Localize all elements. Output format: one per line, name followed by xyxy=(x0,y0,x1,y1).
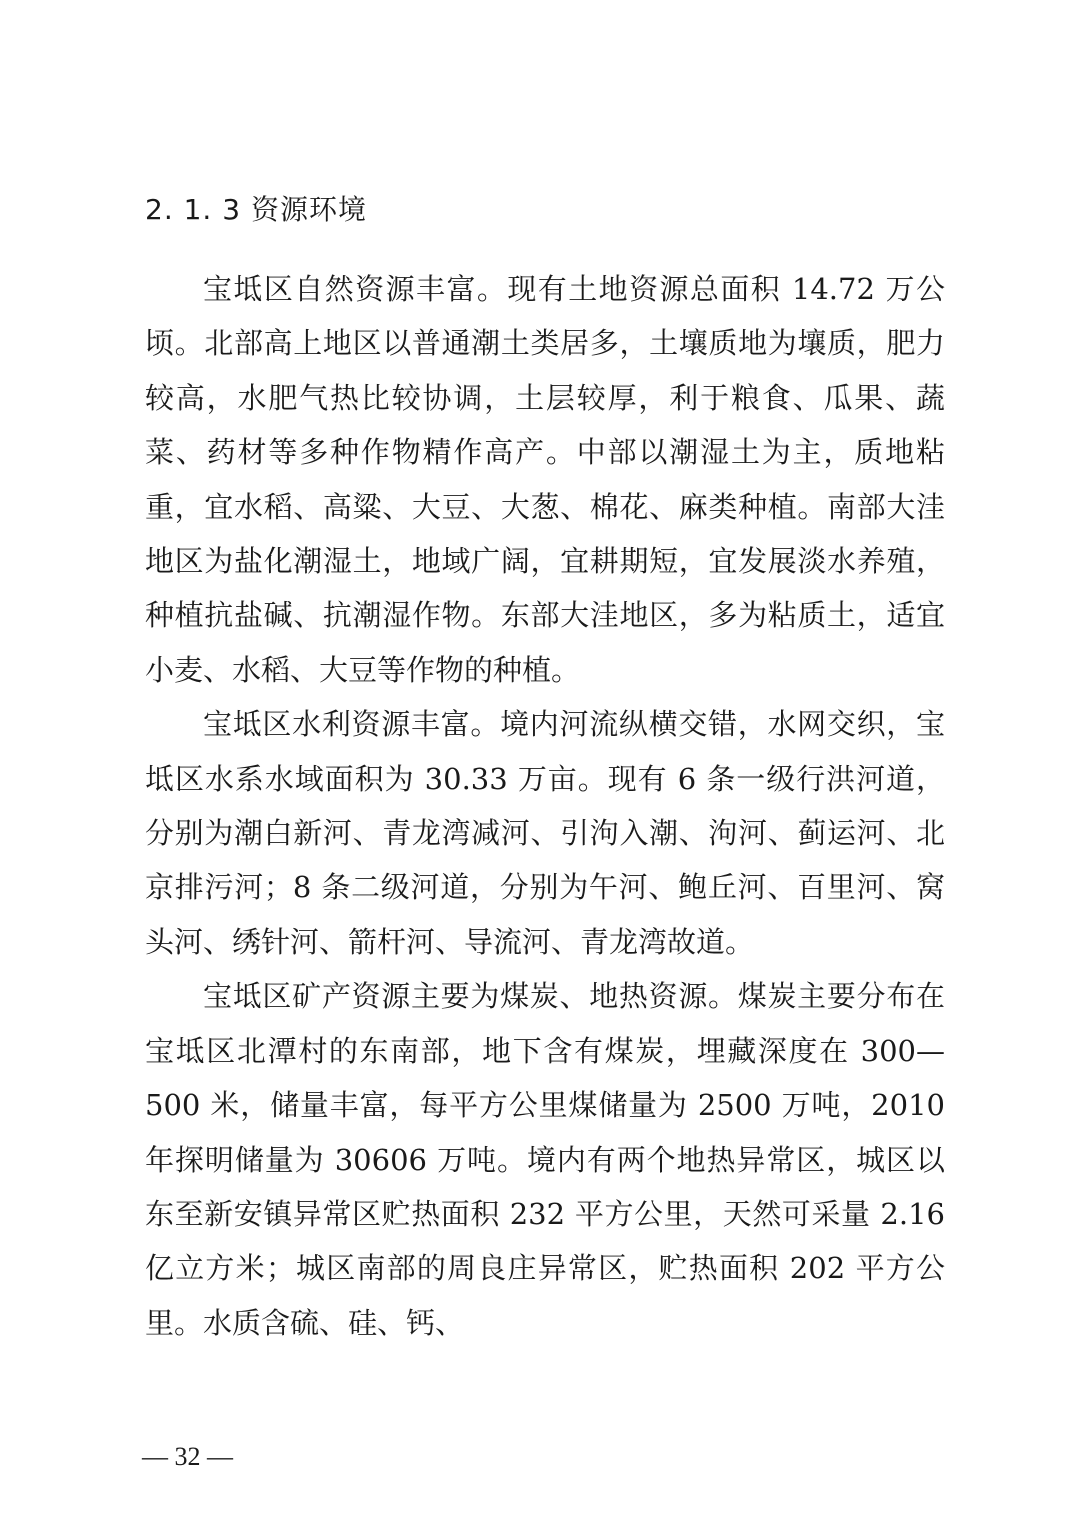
body-text xyxy=(145,262,945,1350)
paragraph-mineral-resources: 宝坻区矿产资源主要为煤炭、地热资源。煤炭主要分布在宝坻区北潭村的东南部，地下含有煤炭，埋藏深度在 300—500 米，储量丰富，每平方公里煤储量为 2500 万吨，2010 年探明储量为 30606 万吨。境内有两个地热异常区，城区以东至新安镇异常区贮热面积 232 平方公里，天然可采量 2.16 亿立方米；城区南部的周良庄异常区，贮热面积 202 平方公里。水质含硫、硅、钙、 xyxy=(145,979,945,1340)
page-number: — 32 — xyxy=(142,1442,233,1471)
paragraph-water-resources: 宝坻区水利资源丰富。境内河流纵横交错，水网交织，宝坻区水系水域面积为 30.33 万亩。现有 6 条一级行洪河道，分别为潮白新河、青龙湾减河、引泃入潮、泃河、蓟运河、北京排污河；8 条二级河道，分别为午河、鲍丘河、百里河、窝头河、绣针河、箭杆河、导流河、青龙湾故道。 xyxy=(145,707,945,959)
section-heading: 2. 1. 3 资源环境 xyxy=(145,193,367,226)
paragraph-land-resources: 宝坻区自然资源丰富。现有土地资源总面积 14.72 万公顷。北部高上地区以普通潮土类居多，土壤质地为壤质，肥力较高，水肥气热比较协调，土层较厚，利于粮食、瓜果、蔬菜、药材等多种作物精作高产。中部以潮湿土为主，质地粘重，宜水稻、高粱、大豆、大葱、棉花、麻类种植。南部大洼地区为盐化潮湿土，地域广阔，宜耕期短，宜发展淡水养殖，种植抗盐碱、抗潮湿作物。东部大洼地区，多为粘质土，适宜小麦、水稻、大豆等作物的种植。 xyxy=(145,272,945,687)
